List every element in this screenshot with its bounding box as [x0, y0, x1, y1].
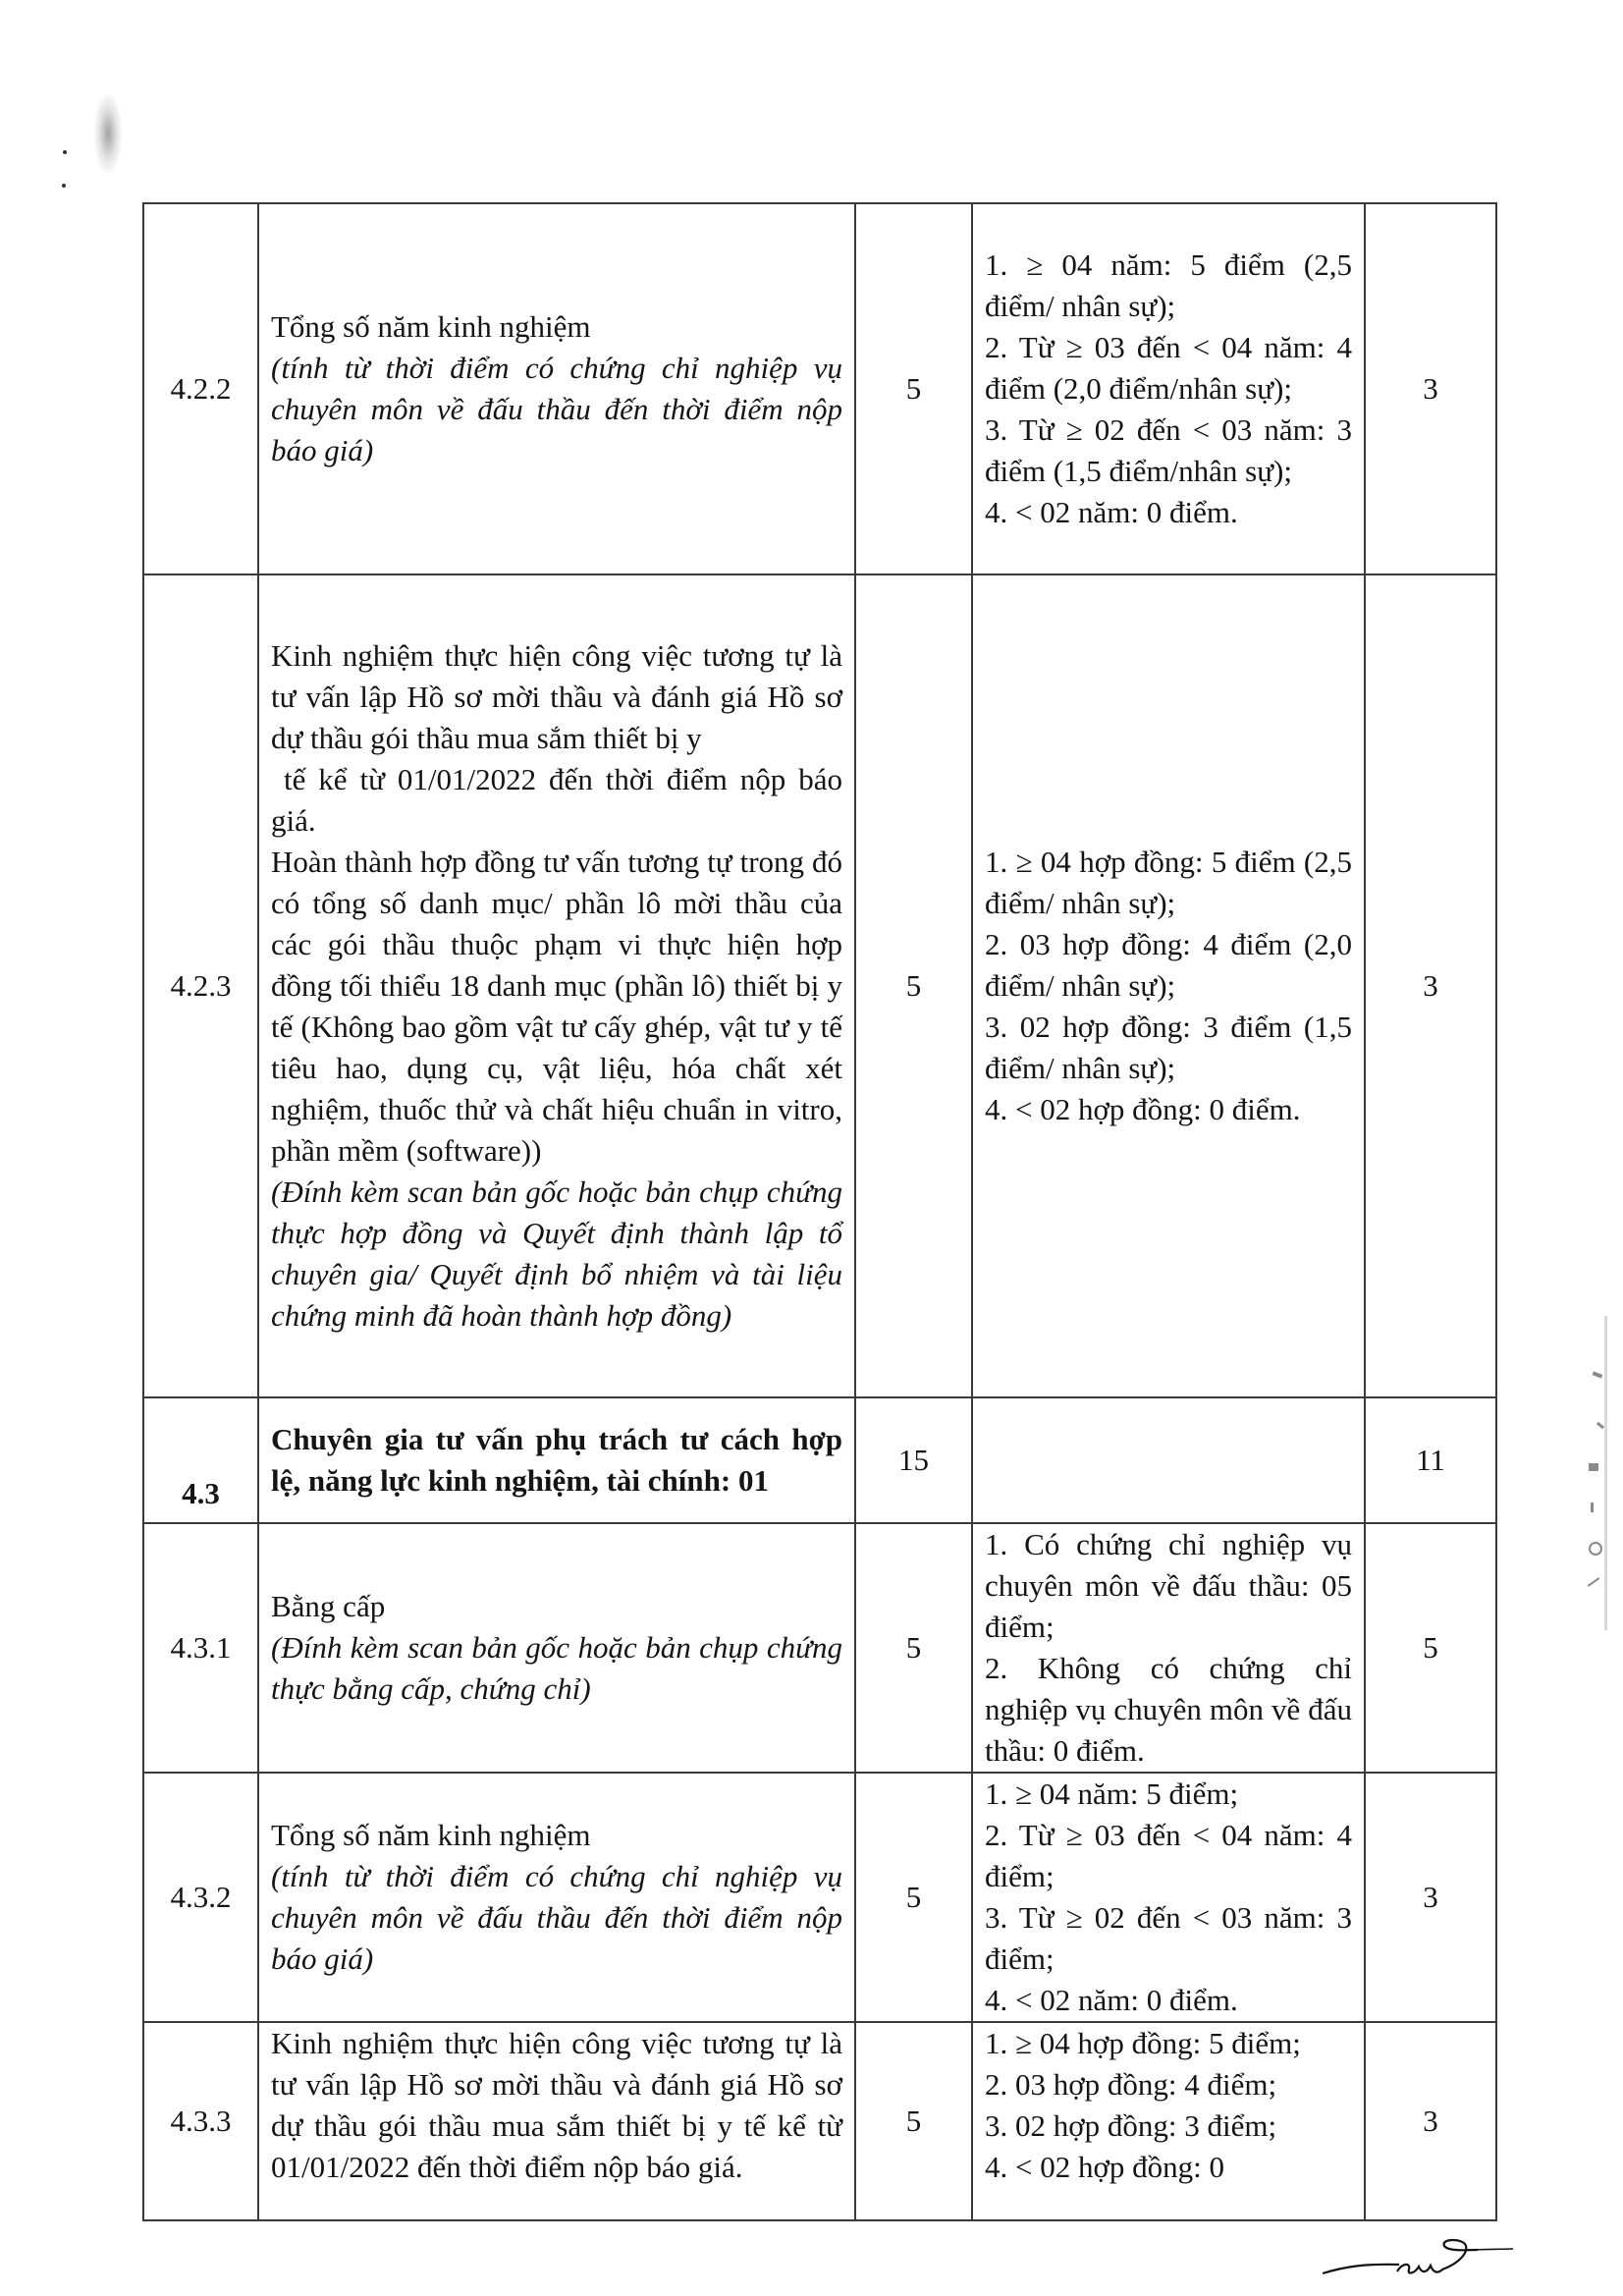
awarded-score: 11	[1416, 1443, 1445, 1477]
criterion-text: Chuyên gia tư vấn phụ trách tư cách hợp lệ, năng lực kinh nghiệm, tài chính: 01	[271, 1422, 842, 1498]
scoring-rule-line: 4. < 02 năm: 0 điểm.	[985, 495, 1238, 529]
scoring-rule-line: 2. Từ ≥ 03 đến < 04 năm: 4 điểm;	[985, 1818, 1352, 1893]
criterion-id: 4.2.3	[170, 968, 232, 1003]
scan-dot	[63, 150, 67, 154]
awarded-score: 3	[1423, 1880, 1438, 1914]
scan-edge-mark	[1591, 1503, 1594, 1512]
scoring-rule-line: 4. < 02 hợp đồng: 0 điểm.	[985, 1092, 1301, 1126]
scan-smudge	[94, 94, 122, 173]
criterion-id-cell	[143, 1397, 258, 1523]
evaluation-table	[142, 202, 1497, 2221]
max-score: 15	[898, 1443, 929, 1477]
max-score: 5	[905, 968, 922, 1003]
criterion-text: Tổng số năm kinh nghiệm	[271, 1818, 591, 1852]
awarded-score: 5	[1423, 1630, 1438, 1665]
scoring-rule-line: 2. Không có chứng chỉ nghiệp vụ chuyên môn về đấu thầu: 0 điểm.	[985, 1651, 1352, 1768]
scoring-rule-line: 3. Từ ≥ 02 đến < 03 năm: 3 điểm;	[985, 1900, 1352, 1976]
scan-edge-line	[1604, 1316, 1607, 1630]
table-row	[143, 203, 1496, 574]
scoring-rule-line: 2. Từ ≥ 03 đến < 04 năm: 4 điểm (2,0 điểm/nhân sự);	[985, 330, 1352, 406]
scoring-rule-line: 4. < 02 năm: 0 điểm.	[985, 1983, 1238, 2017]
table-row	[143, 1773, 1496, 2022]
handwritten-signature	[1321, 2234, 1517, 2283]
scoring-rule-line: 1. ≥ 04 năm: 5 điểm (2,5 điểm/ nhân sự);	[985, 247, 1352, 323]
scoring-rule-line: 1. ≥ 04 hợp đồng: 5 điểm;	[985, 2026, 1301, 2060]
awarded-score: 3	[1423, 2104, 1438, 2138]
criterion-id: 4.3	[182, 1476, 220, 1510]
criterion-id-cell	[143, 2022, 258, 2220]
scoring-rule-line: 1. ≥ 04 năm: 5 điểm;	[985, 1777, 1239, 1811]
criterion-description-cell	[258, 1397, 855, 1523]
max-score-cell	[855, 203, 972, 574]
criterion-description-cell	[258, 203, 855, 574]
max-score-cell	[855, 574, 972, 1397]
awarded-score-cell	[1365, 1773, 1496, 2022]
criterion-note: (Đính kèm scan bản gốc hoặc bản chụp chứng thực bằng cấp, chứng chỉ)	[271, 1630, 842, 1706]
scoring-rule-line: 3. 02 hợp đồng: 3 điểm;	[985, 2108, 1277, 2143]
scan-edge-mark	[1589, 1463, 1598, 1471]
criterion-id: 4.3.3	[170, 2104, 232, 2138]
scoring-rule-line: 4. < 02 hợp đồng: 0	[985, 2150, 1224, 2184]
criterion-id-cell	[143, 1523, 258, 1773]
table-row	[143, 2022, 1496, 2220]
criterion-text: tế kể từ 01/01/2022 đến thời điểm nộp báo giá.	[271, 762, 850, 838]
max-score: 5	[905, 371, 922, 406]
awarded-score: 3	[1423, 371, 1438, 406]
table-row	[143, 1523, 1496, 1773]
scoring-rule-line: 3. Từ ≥ 02 đến < 03 năm: 3 điểm (1,5 điểm/nhân sự);	[985, 412, 1352, 488]
criterion-description-cell	[258, 1523, 855, 1773]
criterion-text: Kinh nghiệm thực hiện công việc tương tự là tư vấn lập Hồ sơ mời thầu và đánh giá Hồ sơ dự thầu gói thầu mua sắm thiết bị y tế kể từ 01/01/2022 đến thời điểm nộp báo giá.	[271, 2026, 842, 2184]
criterion-text: Kinh nghiệm thực hiện công việc tương tự là tư vấn lập Hồ sơ mời thầu và đánh giá Hồ sơ dự thầu gói thầu mua sắm thiết bị y	[271, 638, 842, 755]
scan-edge-mark	[1589, 1542, 1602, 1556]
criterion-text: Bằng cấp	[271, 1589, 386, 1623]
scoring-rule-cell	[972, 203, 1365, 574]
criterion-description-cell	[258, 1773, 855, 2022]
awarded-score-cell	[1365, 203, 1496, 574]
scan-dot	[62, 184, 66, 188]
scoring-rule-line: 1. ≥ 04 hợp đồng: 5 điểm (2,5 điểm/ nhân sự);	[985, 845, 1352, 920]
scoring-rule-cell	[972, 1397, 1365, 1523]
scoring-rule-line: 3. 02 hợp đồng: 3 điểm (1,5 điểm/ nhân sự);	[985, 1010, 1352, 1085]
criterion-description-cell	[258, 2022, 855, 2220]
criterion-id: 4.3.1	[170, 1630, 232, 1665]
criterion-note: (Đính kèm scan bản gốc hoặc bản chụp chứng thực hợp đồng và Quyết định thành lập tổ chuyên gia/ Quyết định bổ nhiệm và tài liệu chứng minh đã hoàn thành hợp đồng)	[271, 1175, 842, 1333]
table-row	[143, 574, 1496, 1397]
scan-edge-mark	[1588, 1577, 1600, 1587]
scoring-rule-line: 2. 03 hợp đồng: 4 điểm;	[985, 2067, 1277, 2102]
table-row	[143, 1397, 1496, 1523]
criterion-note: (tính từ thời điểm có chứng chỉ nghiệp vụ chuyên môn về đấu thầu đến thời điểm nộp báo giá)	[271, 351, 842, 467]
max-score-cell	[855, 1773, 972, 2022]
criterion-text: Hoàn thành hợp đồng tư vấn tương tự trong đó có tổng số danh mục/ phần lô mời thầu của các gói thầu thuộc phạm vi thực hiện hợp đồng tối thiểu 18 danh mục (phần lô) thiết bị y tế (Không bao gồm vật tư cấy ghép, vật tư y tế tiêu hao, dụng cụ, vật liệu, hóa chất xét nghiệm, thuốc thử và chất hiệu chuẩn in vitro, phần mềm (software))	[271, 845, 842, 1168]
max-score: 5	[905, 2104, 922, 2138]
scoring-rule-cell	[972, 1523, 1365, 1773]
awarded-score-cell	[1365, 2022, 1496, 2220]
awarded-score-cell	[1365, 1523, 1496, 1773]
scoring-rule-cell	[972, 574, 1365, 1397]
criterion-id-cell	[143, 203, 258, 574]
scoring-rule-line: 1. Có chứng chỉ nghiệp vụ chuyên môn về đấu thầu: 05 điểm;	[985, 1527, 1352, 1644]
max-score: 5	[905, 1880, 922, 1914]
max-score-cell	[855, 1523, 972, 1773]
awarded-score: 3	[1423, 968, 1438, 1003]
scan-edge-mark	[1596, 1422, 1604, 1429]
criterion-id-cell	[143, 574, 258, 1397]
criterion-description-cell	[258, 574, 855, 1397]
scoring-rule-cell	[972, 2022, 1365, 2220]
criterion-id: 4.2.2	[170, 371, 232, 406]
criterion-id-cell	[143, 1773, 258, 2022]
max-score-cell	[855, 1397, 972, 1523]
max-score: 5	[905, 1630, 922, 1665]
criterion-note: (tính từ thời điểm có chứng chỉ nghiệp vụ chuyên môn về đấu thầu đến thời điểm nộp báo giá)	[271, 1859, 842, 1976]
awarded-score-cell	[1365, 574, 1496, 1397]
max-score-cell	[855, 2022, 972, 2220]
scoring-rule-cell	[972, 1773, 1365, 2022]
scoring-rule-line: 2. 03 hợp đồng: 4 điểm (2,0 điểm/ nhân sự);	[985, 927, 1352, 1003]
scan-edge-mark	[1593, 1371, 1603, 1378]
criterion-id: 4.3.2	[170, 1880, 232, 1914]
awarded-score-cell	[1365, 1397, 1496, 1523]
criterion-text: Tổng số năm kinh nghiệm	[271, 309, 591, 344]
